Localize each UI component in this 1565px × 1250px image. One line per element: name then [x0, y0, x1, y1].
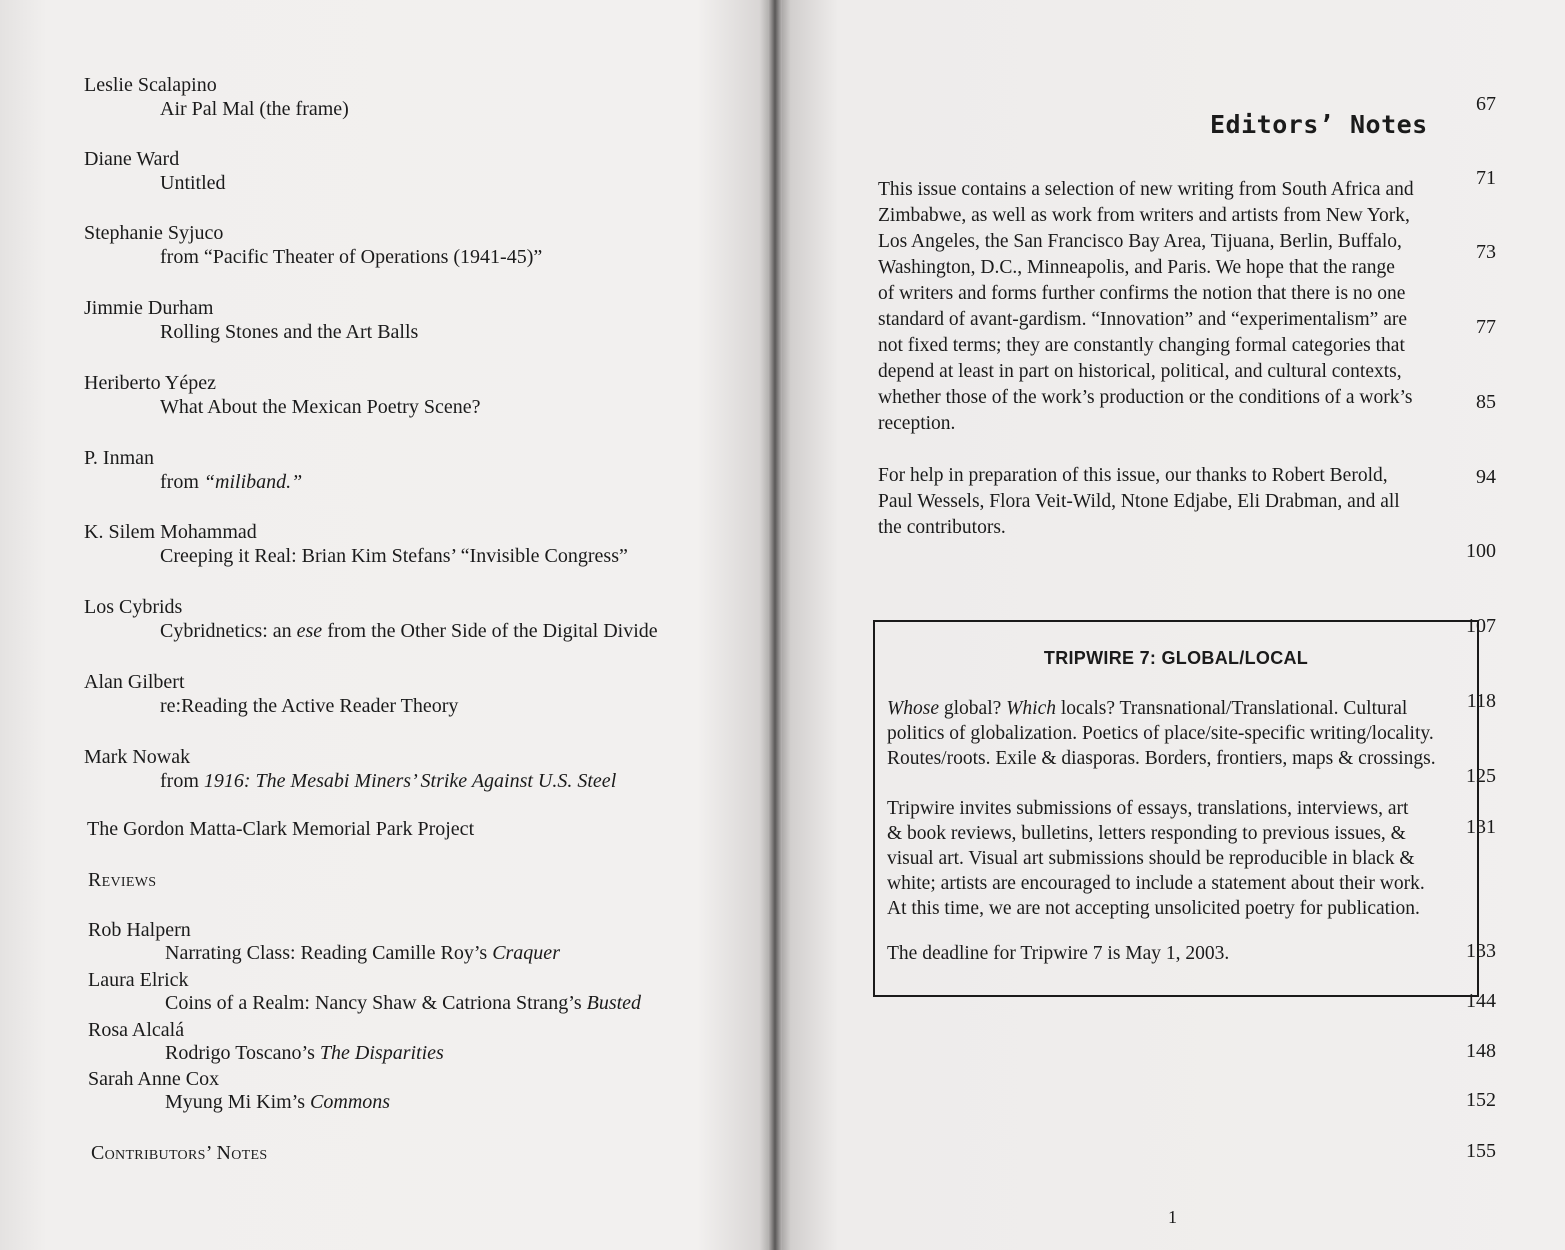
- toc-page-number: 107: [1466, 615, 1496, 637]
- text-line: Tripwire invites submissions of essays, translations, interviews, art: [887, 798, 1409, 819]
- text-line: Zimbabwe, as well as work from writers and artists from New York,: [878, 205, 1410, 226]
- toc-page-number: 144: [1466, 990, 1496, 1012]
- editors-notes-title: Editors’ Notes: [1210, 110, 1428, 139]
- toc-work-title: [160, 545, 628, 568]
- text-line: Los Angeles, the San Francisco Bay Area, Tijuana, Berlin, Buffalo,: [878, 231, 1402, 252]
- review-title: [165, 942, 560, 965]
- text-line: standard of avant-gardism. “Innovation” and “experimentalism” are: [878, 309, 1407, 330]
- text-line: At this time, we are not accepting unsolicited poetry for publication.: [887, 898, 1420, 919]
- toc-page-number: 77: [1476, 316, 1496, 338]
- toc-page-number: 85: [1476, 391, 1496, 413]
- title-segment: Untitled: [160, 172, 226, 194]
- title-segment: from “Pacific Theater of Operations (1941-45)”: [160, 246, 543, 268]
- toc-page-number: 118: [1466, 690, 1496, 712]
- toc-page-number: 152: [1466, 1089, 1496, 1111]
- toc-author: Diane Ward: [84, 148, 180, 170]
- text-segment: global?: [939, 698, 1007, 719]
- call-for-submissions-box: [873, 620, 1479, 997]
- editors-paragraph-2: [878, 463, 1478, 541]
- text-line: visual art. Visual art submissions should be reproducible in black &: [887, 848, 1415, 869]
- toc-work-title: [160, 321, 418, 344]
- toc-page-number: 73: [1476, 241, 1496, 263]
- review-author: Rob Halpern: [88, 919, 191, 941]
- call-box-submissions: [887, 796, 1477, 921]
- toc-work-title: [160, 172, 226, 195]
- toc-page-number: 67: [1476, 93, 1496, 115]
- text-line: Washington, D.C., Minneapolis, and Paris. We hope that the range: [878, 257, 1395, 278]
- review-author: Rosa Alcalá: [88, 1019, 185, 1041]
- toc-author: Heriberto Yépez: [84, 372, 216, 394]
- title-segment: Coins of a Realm: Nancy Shaw & Catriona Strang’s: [165, 992, 587, 1014]
- toc-author: Leslie Scalapino: [84, 74, 217, 96]
- toc-page-number: 94: [1476, 466, 1496, 488]
- page-number: 1: [1168, 1207, 1177, 1227]
- title-segment: 1916: The Mesabi Miners’ Strike Against U.S. Steel: [203, 770, 617, 792]
- contributors-notes-entry: Contributors’ Notes: [91, 1142, 268, 1164]
- text-line: reception.: [878, 413, 956, 434]
- text-segment: Which: [1006, 698, 1056, 719]
- toc-work-title: [160, 620, 658, 643]
- title-segment: Myung Mi Kim’s: [165, 1091, 311, 1113]
- toc-work-title: [160, 396, 480, 419]
- text-segment: Routes/roots. Exile & diasporas. Borders, frontiers, maps & crossings.: [887, 748, 1436, 769]
- text-line: white; artists are encouraged to include a statement about their work.: [887, 873, 1425, 894]
- toc-work-title: [160, 770, 616, 793]
- call-box-heading: TRIPWIRE 7: GLOBAL/LOCAL: [1043, 648, 1309, 668]
- toc-author: Jimmie Durham: [84, 297, 214, 319]
- title-segment: Cybridnetics: an: [160, 620, 297, 642]
- title-segment: Creeping it Real: Brian Kim Stefans’ “Invisible Congress”: [160, 545, 628, 567]
- text-segment: politics of globalization. Poetics of place/site-specific writing/locality.: [887, 723, 1434, 744]
- review-title: [165, 1042, 444, 1065]
- toc-page-number: 131: [1466, 816, 1496, 838]
- call-box-deadline: The deadline for Tripwire 7 is May 1, 2003.: [887, 943, 1230, 964]
- call-box-themes: [887, 696, 1477, 771]
- title-segment: Rodrigo Toscano’s: [165, 1042, 320, 1064]
- title-segment: Commons: [310, 1091, 391, 1113]
- review-title: [165, 992, 641, 1015]
- text-segment: locals? Transnational/Translational. Cultural: [1055, 698, 1408, 719]
- title-segment: Craquer: [492, 942, 560, 964]
- title-segment: from: [160, 770, 204, 792]
- review-title: [165, 1091, 390, 1114]
- toc-author: Stephanie Syjuco: [84, 222, 224, 244]
- text-line: [887, 746, 1477, 771]
- toc-author: K. Silem Mohammad: [84, 521, 257, 543]
- book-gutter: [768, 0, 782, 1250]
- title-segment: from: [160, 471, 204, 493]
- title-segment: Rolling Stones and the Art Balls: [160, 321, 419, 343]
- text-line: [887, 721, 1477, 746]
- title-segment: from the Other Side of the Digital Divide: [322, 620, 658, 642]
- toc-page-number: 100: [1466, 540, 1496, 562]
- text-line: & book reviews, bulletins, letters responding to previous issues, &: [887, 823, 1406, 844]
- title-segment: Air Pal Mal (the frame): [160, 98, 349, 120]
- text-line: of writers and forms further confirms the notion that there is no one: [878, 283, 1406, 304]
- reviews-heading: Reviews: [88, 869, 157, 891]
- toc-author: Los Cybrids: [84, 596, 183, 618]
- title-segment: The Disparities: [319, 1042, 444, 1064]
- text-line: This issue contains a selection of new writing from South Africa and: [878, 179, 1414, 200]
- review-author: Sarah Anne Cox: [88, 1068, 220, 1090]
- editors-paragraph-1: [878, 177, 1478, 437]
- review-author: Laura Elrick: [88, 969, 189, 991]
- toc-work-title: [160, 98, 349, 121]
- title-segment: ese: [296, 620, 323, 642]
- toc-author: Mark Nowak: [84, 746, 191, 768]
- text-segment: Whose: [887, 698, 939, 719]
- text-line: the contributors.: [878, 517, 1006, 538]
- text-line: For help in preparation of this issue, our thanks to Robert Berold,: [878, 465, 1388, 486]
- title-segment: Narrating Class: Reading Camille Roy’s: [165, 942, 493, 964]
- toc-author: P. Inman: [84, 447, 154, 469]
- toc-work-title: [160, 695, 458, 718]
- toc-page-number: 125: [1466, 765, 1496, 787]
- toc-page-number: 148: [1466, 1040, 1496, 1062]
- toc-work-title: [160, 471, 302, 494]
- title-segment: Busted: [586, 992, 642, 1014]
- text-line: depend at least in part on historical, political, and cultural contexts,: [878, 361, 1402, 382]
- toc-page-number: 133: [1466, 940, 1496, 962]
- title-segment: What About the Mexican Poetry Scene?: [160, 396, 481, 418]
- text-line: [887, 696, 1477, 721]
- toc-page-number: 71: [1476, 167, 1496, 189]
- toc-work-title: [160, 246, 542, 269]
- text-line: Paul Wessels, Flora Veit-Wild, Ntone Edjabe, Eli Drabman, and all: [878, 491, 1400, 512]
- title-segment: re:Reading the Active Reader Theory: [160, 695, 459, 717]
- toc-author: Alan Gilbert: [84, 671, 185, 693]
- text-line: not fixed terms; they are constantly changing formal categories that: [878, 335, 1405, 356]
- toc-standalone-title: The Gordon Matta-Clark Memorial Park Project: [87, 818, 475, 840]
- text-line: whether those of the work’s production or the conditions of a work’s: [878, 387, 1413, 408]
- title-segment: “miliband.”: [203, 471, 303, 493]
- toc-page-number: 155: [1466, 1140, 1496, 1162]
